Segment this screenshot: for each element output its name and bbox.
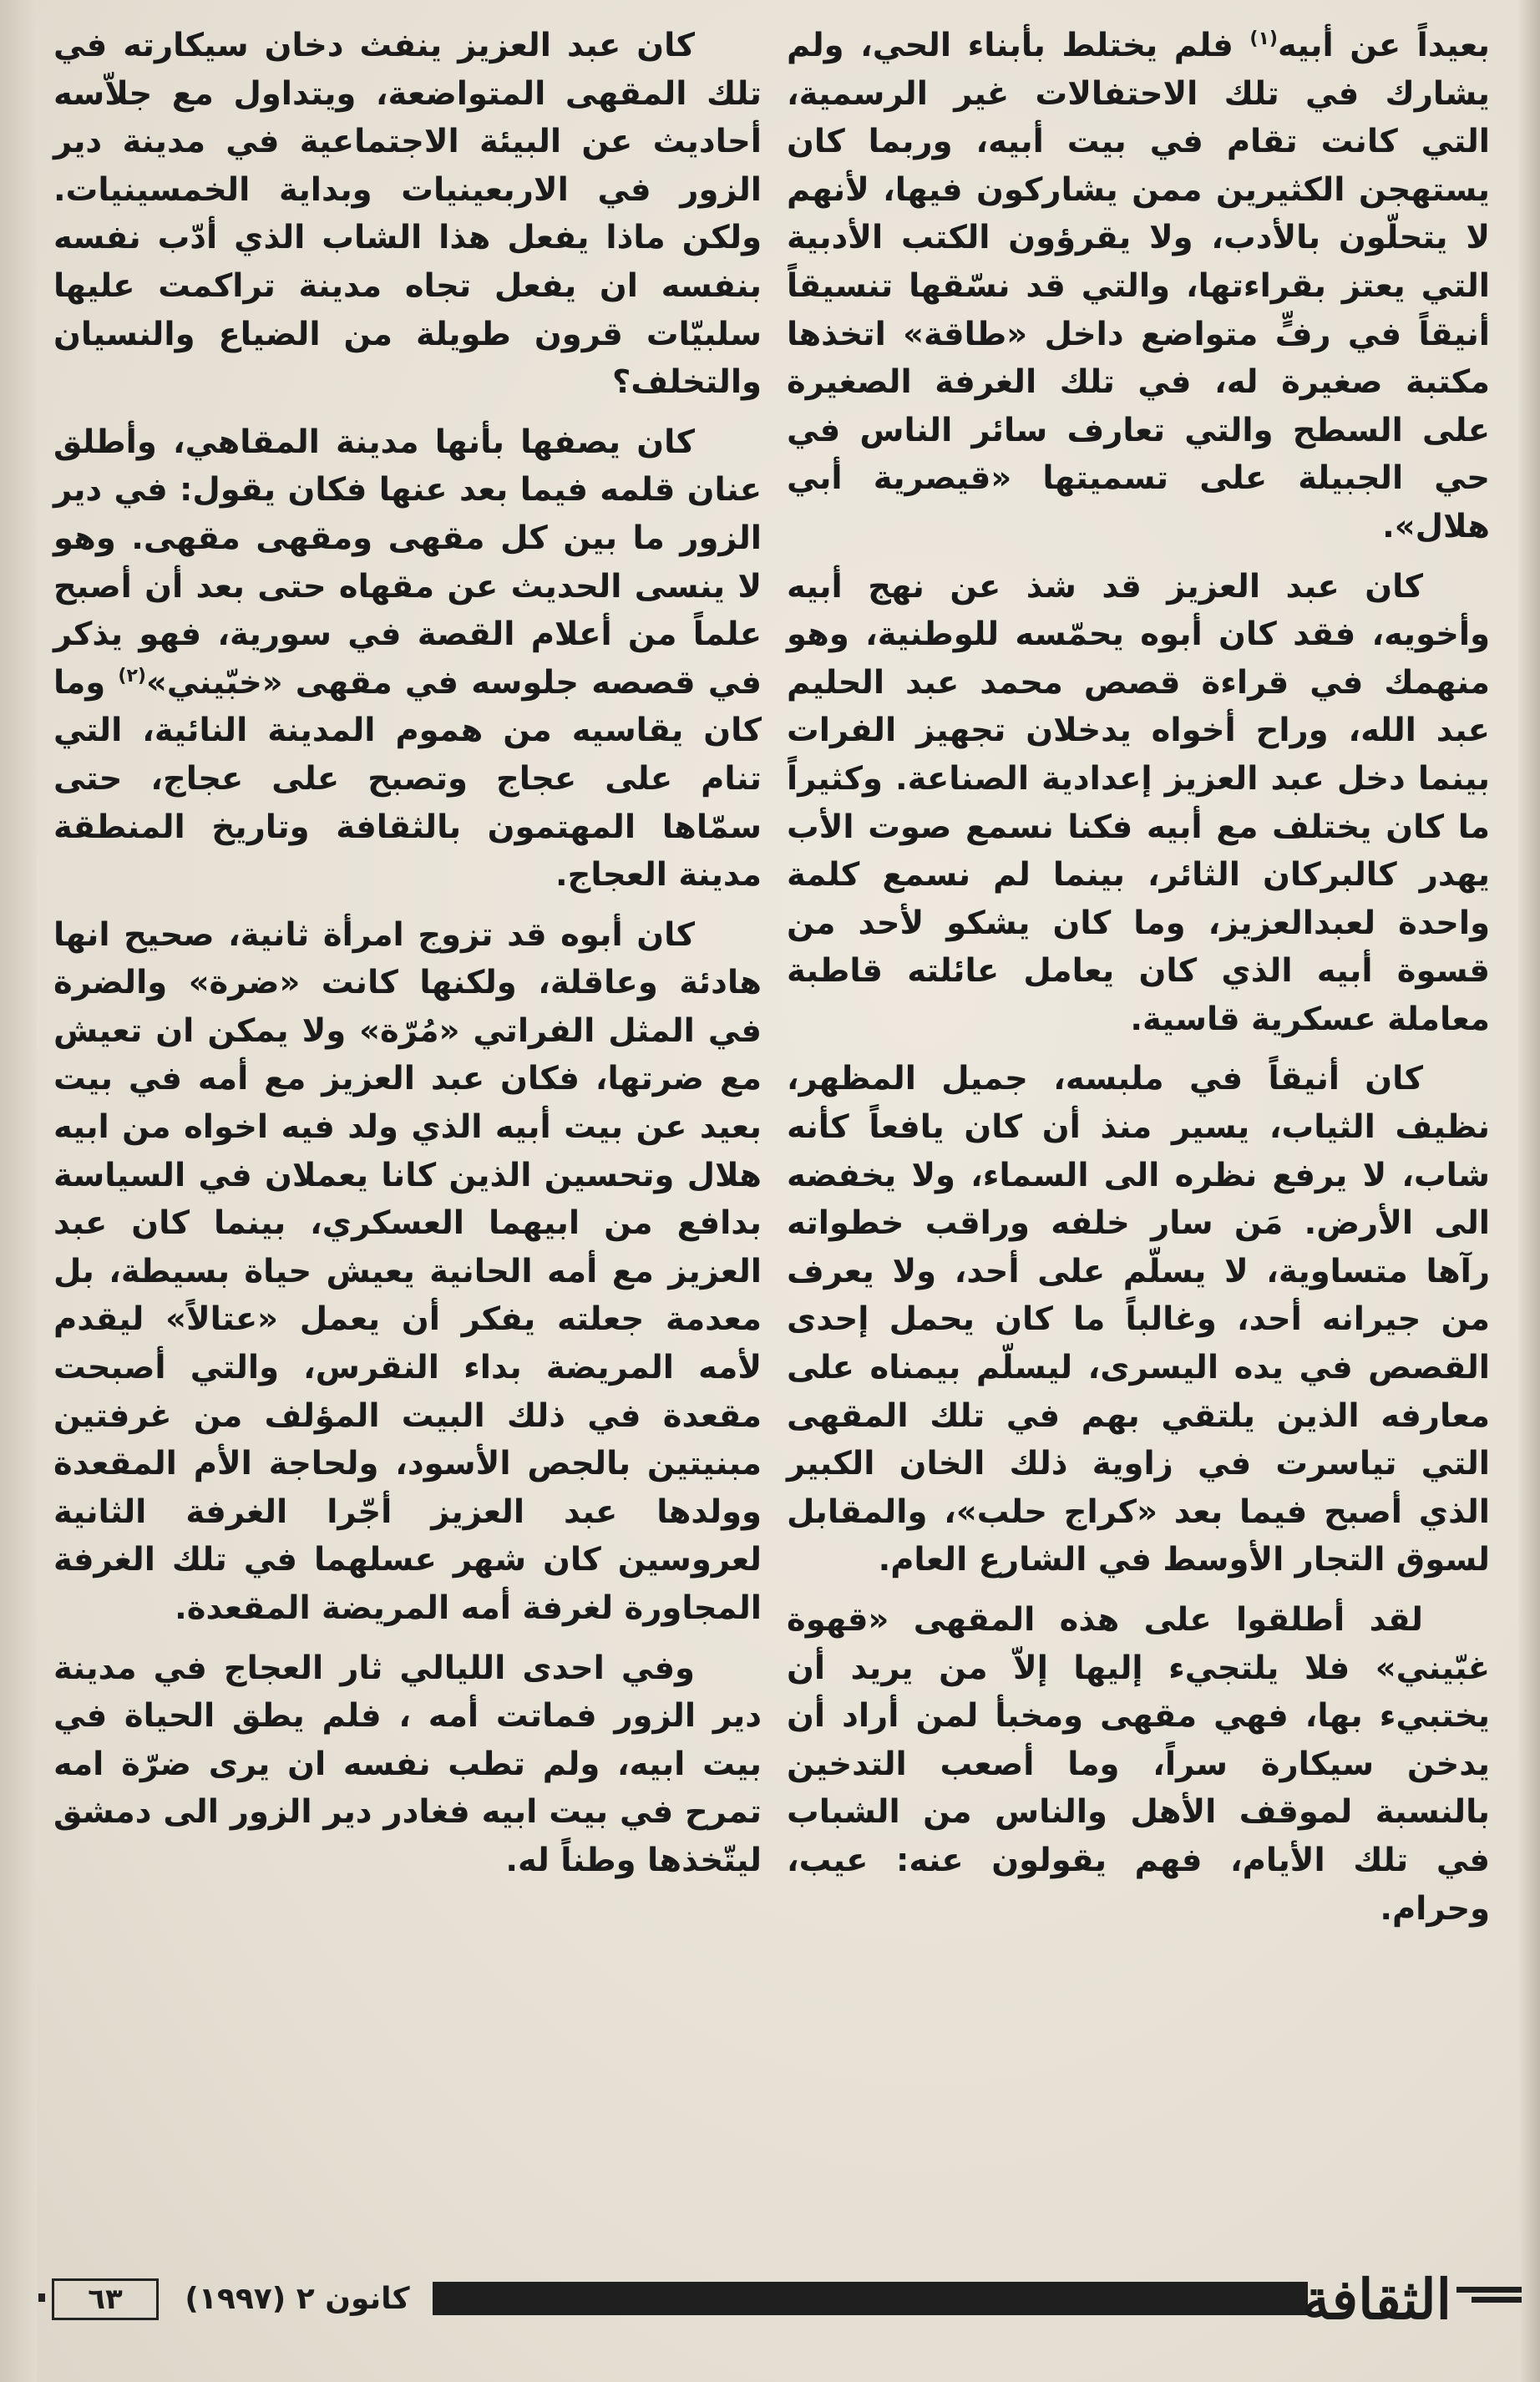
paragraph: وفي احدى الليالي ثار العجاج في مدينة دير الزور فماتت أمه ، فلم يطق الحياة في بيت ابيه، ولم تطب نفسه ان يرى ضرّة امه تمرح في بيت ابيه فغادر دير الزور الى دمشق ليتّخذها وطناً له. [53,1649,762,1879]
page-edge-right [1518,0,1540,2382]
page-number: ٦٣ [52,2278,159,2320]
paragraph-text: بعيداً عن أبيه [1277,27,1491,64]
paragraph: كان أبوه قد تزوج امرأة ثانية، صحيح انها هادئة وعاقلة، ولكنها كانت «ضرة» والضرة في المثل الفراتي «مُرّة» ولا يمكن ان تعيش مع ضرتها، فكان عبد العزيز مع أمه في بيت بعيد عن بيت أبيه الذي ولد فيه اخواه من ابيه هلال وتحسين الذين كانا يعملان في السياسة بدافع من ابيهما العسكري، بينما كان عبد العزيز مع أمه الحانية يعيش حياة بسيطة، بل معدمة جعلته يفكر أن يعمل «عتالاً» ليقدم لأمه المريضة بداء النقرس، والتي أصبحت مقعدة في ذلك البيت المؤلف من غرفتين مبنيتين بالجص الأسود، ولحاجة الأم المقعدة وولدها عبد العزيز أجّرا الغرفة الثانية لعروسين كان شهر عسلهما في تلك الغرفة المجاورة لغرفة أمه المريضة المقعدة. [53,915,762,1627]
paragraph-text-continued: فلم يختلط بأبناء الحي، ولم يشارك في تلك الاحتفالات غير الرسمية، التي كانت تقام في بيت أبيه، وربما كان يستهجن الكثيرين ممن يشاركون فيها، لأنهم لا يتحلّون بالأدب، ولا يقرؤون الكتب الأدبية التي يعتز بقراءتها، والتي قد نسّقها تنسيقاً أنيقاً في رفٍّ متواضع داخل «طاقة» اتخذها مكتبة صغيرة له، في تلك الغرفة الصغيرة على السطح والتي تعارف سائر الناس في حي الجبيلة على تسميتها «قيصرية أبي هلال». [787,27,1490,545]
page-footer [38,2262,1525,2337]
paragraph-text-continued: وما كان يقاسيه من هموم المدينة النائية، التي تنام على عجاج وتصبح على عجاج، حتى سمّاها المهتمون بالثقافة وتاريخ المنطقة مدينة العجاج. [53,663,762,895]
paragraph: كان عبد العزيز ينفث دخان سيكارته في تلك المقهى المتواضعة، ويتداول مع جلاّسه أحاديث عن البيئة الاجتماعية في مدينة دير الزور في الاربعينيات وبداية الخمسينيات. ولكن ماذا يفعل هذا الشاب الذي أدّب نفسه بنفسه ان يفعل تجاه مدينة تراكمت عليها سلبيّات قرون طويلة من الضياع والنسيان والتخلف؟ [53,27,762,402]
paragraph [787,22,1490,551]
article-column-left [53,22,762,1885]
issue-date: كانون ٢ (١٩٩٧) [185,2282,410,2316]
article-column-right [787,22,1490,1933]
paragraph: كان أنيقاً في ملبسه، جميل المظهر، نظيف الثياب، يسير منذ أن كان يافعاً كأنه شاب، لا يرفع نظره الى السماء، ولا يخفضه الى الأرض. مَن سار خلفه وراقب خطواته رآها متساوية، لا يسلّم على أحد، ولا يعرف من جيرانه أحد، وغالباً ما كان يحمل إحدى القصص في يده اليسرى، ليسلّم بيمناه على معارفه الذين يلتقي بهم في تلك المقهى التي تياسرت في زاوية ذلك الخان الكبير الذي أصبح فيما بعد «كراج حلب»، والمقابل لسوق التجار الأوسط في الشارع العام. [787,1060,1490,1579]
paragraph-text: كان يصفها بأنها مدينة المقاهي، وأطلق عنان قلمه فيما بعد عنها فكان يقول: في دير الزور ما بين كل مقهى ومقهى مقهى. وهو لا ينسى الحديث عن مقهاه حتى بعد أن أصبح علماً من أعلام القصة في سورية، فهو يذكر في قصصه جلوسه في مقهى «خبّيني» [53,423,762,702]
footnote-marker: (١) [1249,28,1278,50]
logo-bars [1456,2287,1522,2312]
footer-bar [433,2282,1308,2315]
page-edge-left [0,0,37,2382]
paragraph: كان عبد العزيز قد شذ عن نهج أبيه وأخويه، فقد كان أبوه يحمّسه للوطنية، وهو منهمك في قراءة قصص محمد عبد الحليم عبد الله، وراح أخواه يدخلان تجهيز الفرات بينما دخل عبد العزيز إعدادية الصناعة. وكثيراً ما كان يختلف مع أبيه فكنا نسمع صوت الأب يهدر كالبركان الثائر، بينما لم نسمع كلمة واحدة لعبدالعزيز، وما كان يشكو لأحد من قسوة أبيه الذي كان يعامل عائلته قاطبة معاملة عسكرية قاسية. [787,567,1490,1038]
footnote-marker: (٢) [118,665,146,687]
magazine-logo: الثقافة [1302,2267,1451,2332]
footer-rule-end [38,2293,45,2302]
paragraph: لقد أطلقوا على هذه المقهى «قهوة غبّيني» فلا يلتجيء إليها إلاّ من يريد أن يختبيء بها، فهي مقهى ومخبأ لمن أراد أن يدخن سيكارة سراً، وما أصعب التدخين بالنسبة لموقف الأهل والناس من الشباب في تلك الأيام، فهم يقولون عنه: عيب، وحرام. [787,1601,1490,1928]
paragraph [53,418,762,900]
